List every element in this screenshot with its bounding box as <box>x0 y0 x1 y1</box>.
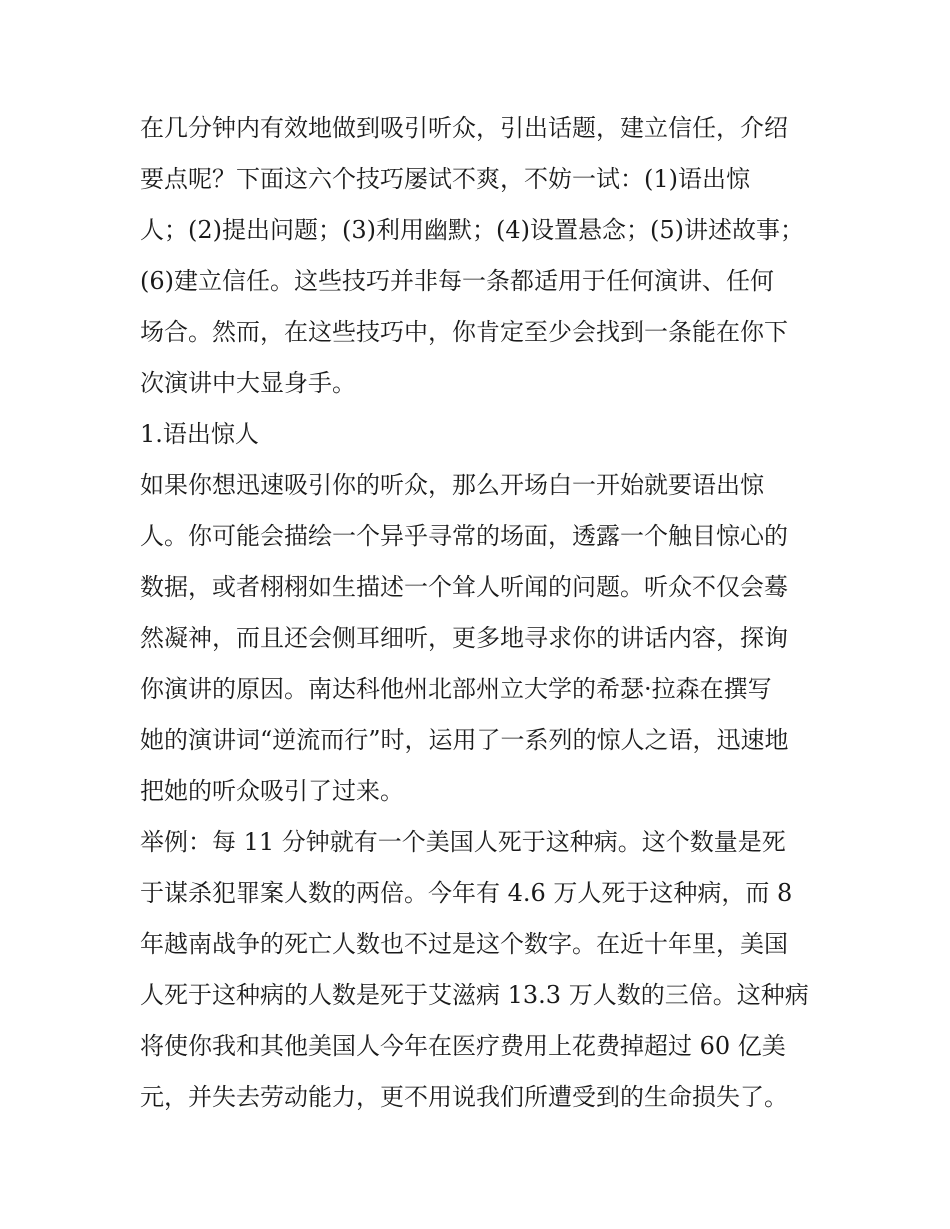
text-line: 在几分钟内有效地做到吸引听众，引出话题，建立信任，介绍 <box>140 114 788 142</box>
text-line: 如果你想迅速吸引你的听众，那么开场白一开始就要语出惊 <box>140 471 764 499</box>
text-line: 她的演讲词“逆流而行”时，运用了一系列的惊人之语，迅速地 <box>140 726 789 754</box>
text-line: 人。你可能会描绘一个异乎寻常的场面，透露一个触目惊心的 <box>140 522 788 550</box>
example-line: 举例：每 11 分钟就有一个美国人死于这种病。这个数量是死 <box>140 828 786 856</box>
text-line: 人死于这种病的人数是死于艾滋病 13.3 万人数的三倍。这种病 <box>140 981 809 1009</box>
text-line: 元，并失去劳动能力，更不用说我们所遭受到的生命损失了。 <box>140 1083 788 1111</box>
text-line: 于谋杀犯罪案人数的两倍。今年有 4.6 万人死于这种病，而 8 <box>140 879 793 907</box>
text-line: (6)建立信任。这些技巧并非每一条都适用于任何演讲、任何 <box>140 267 774 295</box>
text-line: 年越南战争的死亡人数也不过是这个数字。在近十年里，美国 <box>140 930 788 958</box>
text-line: 数据，或者栩栩如生描述一个耸人听闻的问题。听众不仅会蓦 <box>140 573 788 601</box>
text-line: 次演讲中大显身手。 <box>140 369 356 397</box>
text-line: 场合。然而，在这些技巧中，你肯定至少会找到一条能在你下 <box>140 318 788 346</box>
body-text <box>140 103 820 1123</box>
text-line: 要点呢？下面这六个技巧屡试不爽，不妨一试：(1)语出惊 <box>140 165 750 193</box>
text-line: 将使你我和其他美国人今年在医疗费用上花费掉超过 60 亿美 <box>140 1032 786 1060</box>
section-heading: 1.语出惊人 <box>140 420 259 448</box>
text-line: 然凝神，而且还会侧耳细听，更多地寻求你的讲话内容，探询 <box>140 624 788 652</box>
text-line: 人；(2)提出问题；(3)利用幽默；(4)设置悬念；(5)讲述故事； <box>140 216 804 244</box>
text-line: 你演讲的原因。南达科他州北部州立大学的希瑟·拉森在撰写 <box>140 675 772 703</box>
text-line: 把她的听众吸引了过来。 <box>140 777 404 805</box>
